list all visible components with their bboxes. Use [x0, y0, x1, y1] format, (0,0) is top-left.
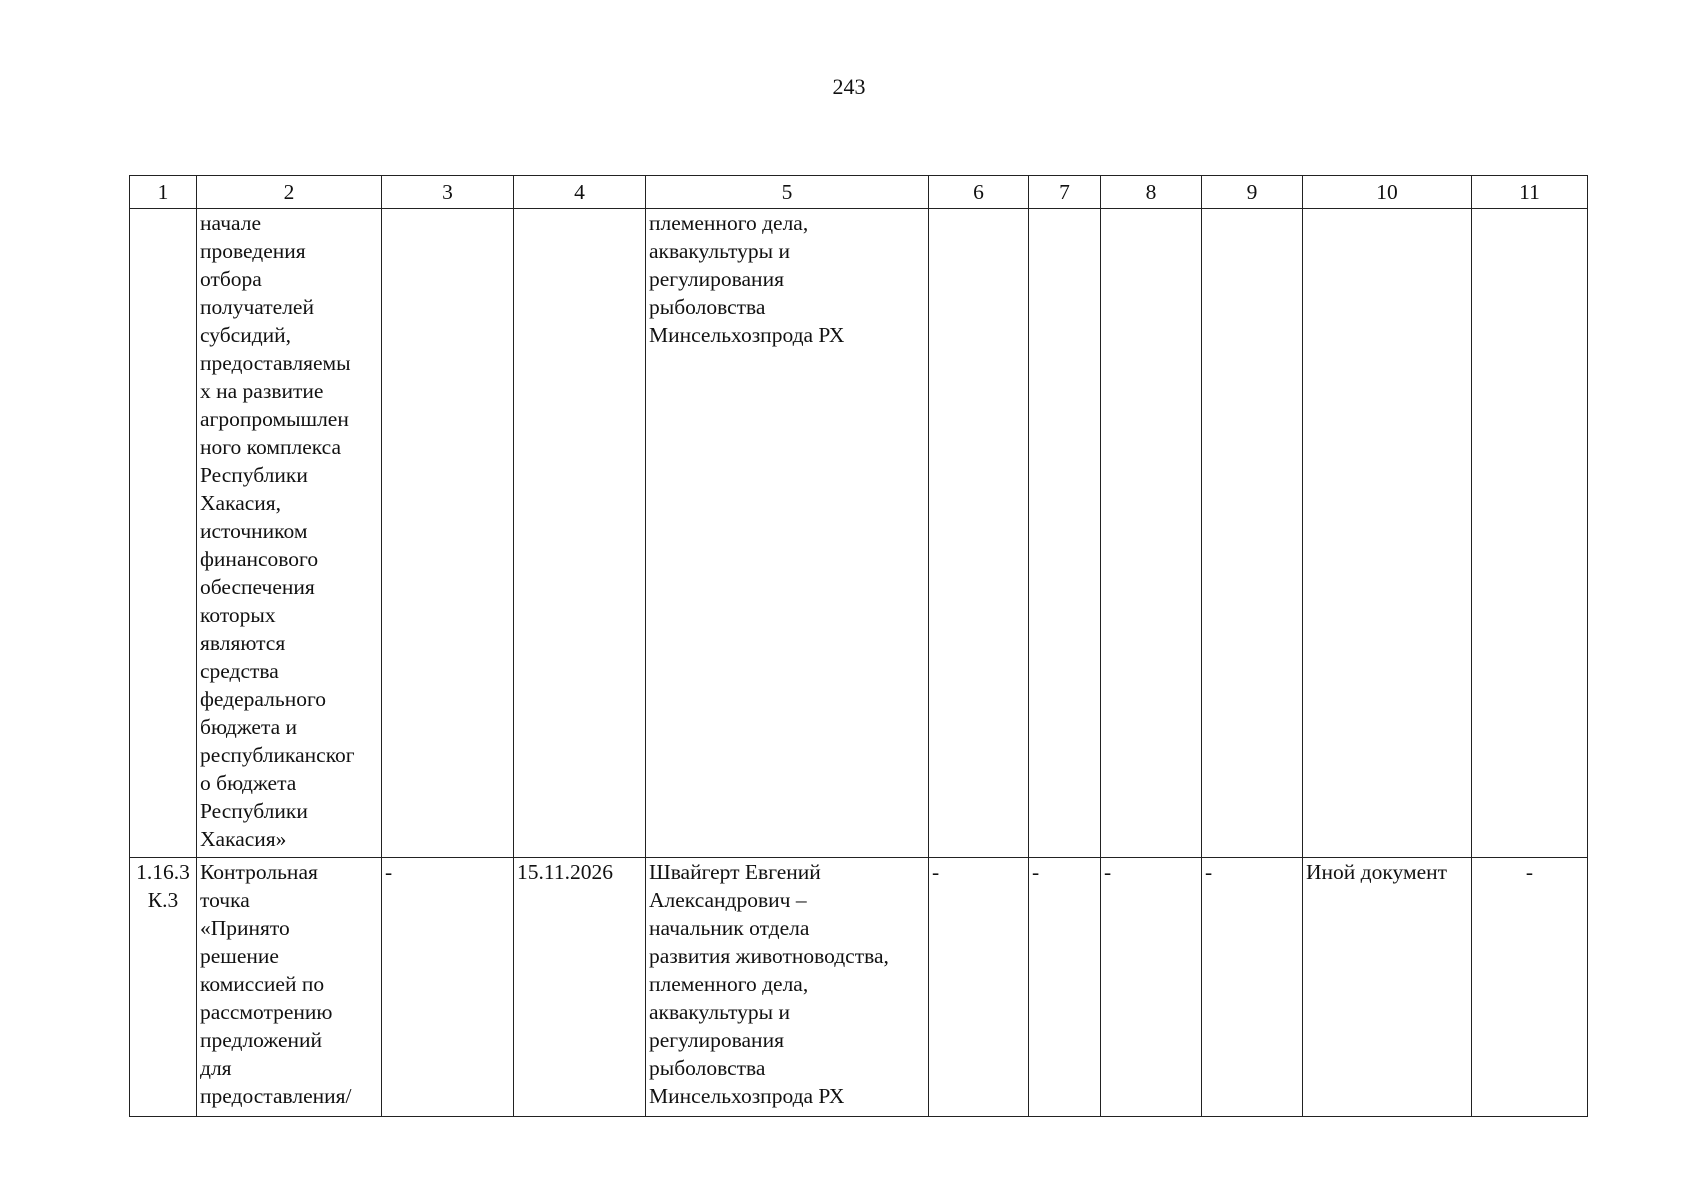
table-cell — [514, 858, 646, 1117]
column-header-4: 4 — [514, 176, 646, 209]
column-header-5: 5 — [646, 176, 929, 209]
table-cell — [929, 209, 1029, 858]
table-cell — [1029, 858, 1101, 1117]
table-cell — [1101, 209, 1202, 858]
table-cell — [197, 209, 382, 858]
cell-text: - — [932, 860, 940, 884]
table-cell — [1303, 858, 1472, 1117]
column-header-1: 1 — [130, 176, 197, 209]
table-cell — [1472, 858, 1588, 1117]
document-table — [129, 175, 1588, 1117]
column-header-2: 2 — [197, 176, 382, 209]
table-cell — [382, 858, 514, 1117]
table-header-row — [130, 176, 1588, 209]
column-header-9: 9 — [1202, 176, 1303, 209]
table-cell — [646, 209, 929, 858]
date-value: 15.11.2026 — [517, 860, 613, 884]
cell-text: - — [1525, 860, 1534, 884]
table-cell — [130, 858, 197, 1117]
column-header-6: 6 — [929, 176, 1029, 209]
cell-text: начале проведения отбора получателей субсидий, предоставляемы х на развитие агропромышлен ного комплекса Республики Хакасия, источником финансового обеспечения которых являются средства федерального бюджета и республиканског о бюджета Республики Хакасия» — [200, 211, 355, 851]
table-cell — [514, 209, 646, 858]
cell-text: племенного дела, аквакультуры и регулирования рыболовства Минсельхозпрода РХ — [649, 211, 845, 347]
table-row — [130, 209, 1588, 858]
cell-text: - — [1032, 860, 1040, 884]
cell-text: Контрольная точка «Принято решение комиссией по рассмотрению предложений для предоставления/ — [200, 860, 352, 1108]
responsible-person: Швайгерт Евгений Александрович – начальник отдела развития животноводства, племенного дела, аквакультуры и регулирования рыболовства Минсельхозпрода РХ — [649, 860, 889, 1108]
cell-text: - — [1205, 860, 1213, 884]
column-header-10: 10 — [1303, 176, 1472, 209]
table-cell — [382, 209, 514, 858]
table-cell — [1472, 209, 1588, 858]
row-number: 1.16.3 К.3 — [136, 860, 190, 912]
column-header-8: 8 — [1101, 176, 1202, 209]
table-row — [130, 858, 1588, 1117]
column-header-3: 3 — [382, 176, 514, 209]
table-cell — [1202, 209, 1303, 858]
column-header-7: 7 — [1029, 176, 1101, 209]
table-cell — [1101, 858, 1202, 1117]
table-cell — [1303, 209, 1472, 858]
table-cell — [1029, 209, 1101, 858]
table-cell — [646, 858, 929, 1117]
column-header-11: 11 — [1472, 176, 1588, 209]
page-number: 243 — [832, 74, 866, 99]
cell-text: - — [385, 860, 393, 884]
table-cell — [130, 209, 197, 858]
document-type: Иной документ — [1306, 860, 1448, 884]
table-cell — [929, 858, 1029, 1117]
table-cell — [197, 858, 382, 1117]
cell-text: - — [1104, 860, 1112, 884]
table-cell — [1202, 858, 1303, 1117]
